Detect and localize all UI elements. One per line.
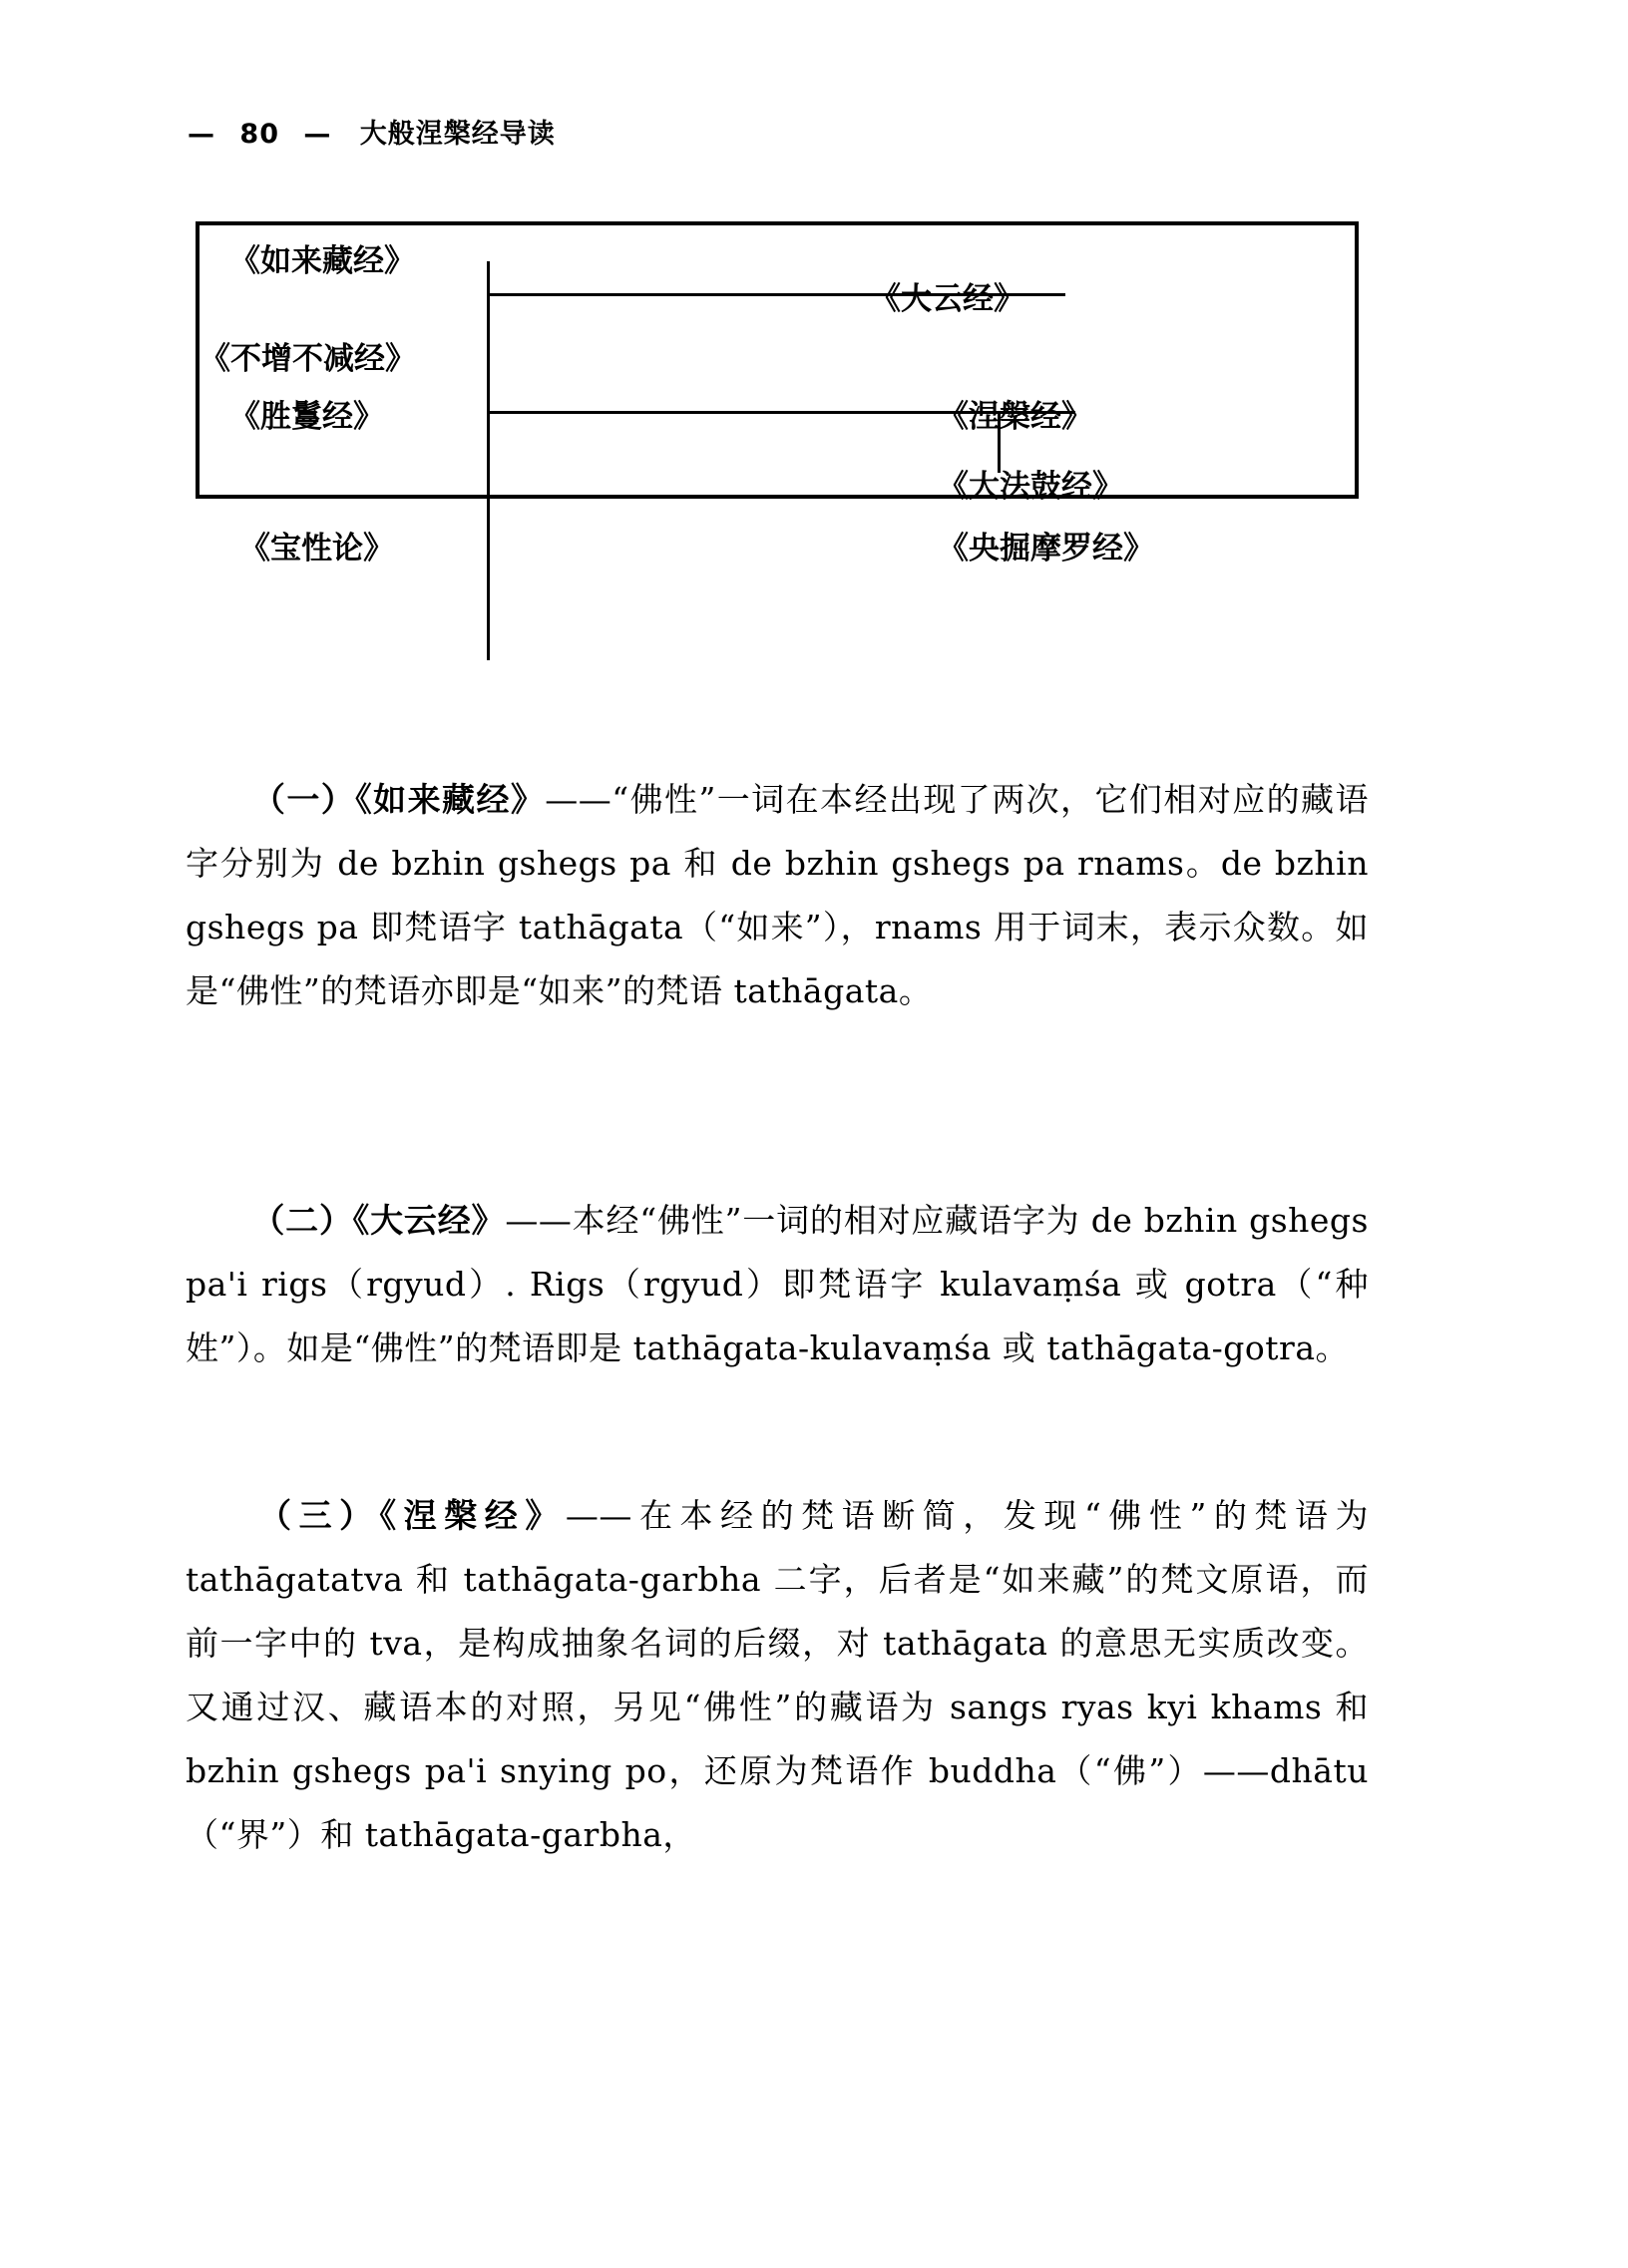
paragraph-2-marker: （二）《大云经》 — [251, 1201, 506, 1240]
paragraph-2 — [186, 1189, 1369, 1380]
header-dash-right: — — [303, 119, 332, 150]
paragraph-1-marker: （一）《如来藏经》 — [251, 780, 546, 819]
paragraph-1 — [186, 768, 1369, 1023]
paragraph-2-text: ——本经“佛性”一词的相对应藏语字为 de bzhin gshegs pa'i rigs（rgyud）. Rigs（rgyud）即梵语字 kulavaṃśa 或 gotra（“种姓”）。如是“佛性”的梵语即是 tathāgata-kulavaṃśa 或 tathāgata-gotra。 — [186, 1201, 1369, 1367]
diagram-vertical-connector-left — [487, 261, 490, 660]
book-title: 大般涅槃经导读 — [359, 119, 556, 150]
diagram-node-yangjuemoluojing: 《央掘摩罗经》 — [938, 531, 1154, 567]
page-header — [188, 112, 556, 151]
diagram-node-shengmanjing: 《胜鬘经》 — [229, 399, 384, 435]
paragraph-1-text: ——“佛性”一词在本经出现了两次，它们相对应的藏语字分别为 de bzhin gshegs pa 和 de bzhin gshegs pa rnams。de bzhin gshegs pa 即梵语字 tathāgata（“如来”），rnams 用于词末，表示众数。如是“佛性”的梵语亦即是“如来”的梵语 tathāgata。 — [186, 780, 1369, 1010]
diagram-node-rulaizangjing: 《如来藏经》 — [229, 243, 415, 279]
page-number: 80 — [239, 119, 279, 150]
paragraph-3-marker: （三）《涅槃经》 — [251, 1496, 566, 1535]
sutra-lineage-diagram — [196, 221, 1359, 567]
diagram-node-buzengbujianjing: 《不增不减经》 — [200, 341, 416, 377]
paragraph-3 — [186, 1484, 1369, 1867]
diagram-node-dafagujing: 《大法鼓经》 — [938, 469, 1123, 505]
diagram-node-baoxinglun: 《宝性论》 — [239, 531, 394, 567]
diagram-node-niepanjing: 《涅槃经》 — [938, 399, 1092, 435]
diagram-node-dayunjing: 《大云经》 — [870, 281, 1024, 317]
header-dash-left: — — [188, 119, 215, 150]
paragraph-3-text: ——在本经的梵语断简，发现“佛性”的梵语为 tathāgatatva 和 tathāgata-garbha 二字，后者是“如来藏”的梵文原语，而前一字中的 tva，是构成抽象名词的后缀，对 tathāgata 的意思无实质改变。又通过汉、藏语本的对照，另见“佛性”的藏语为 sangs ryas kyi khams 和 bzhin gshegs pa'i snying po，还原为梵语作 buddha（“佛”）——dhātu（“界”）和 tathāgata-garbha， — [186, 1496, 1369, 1854]
